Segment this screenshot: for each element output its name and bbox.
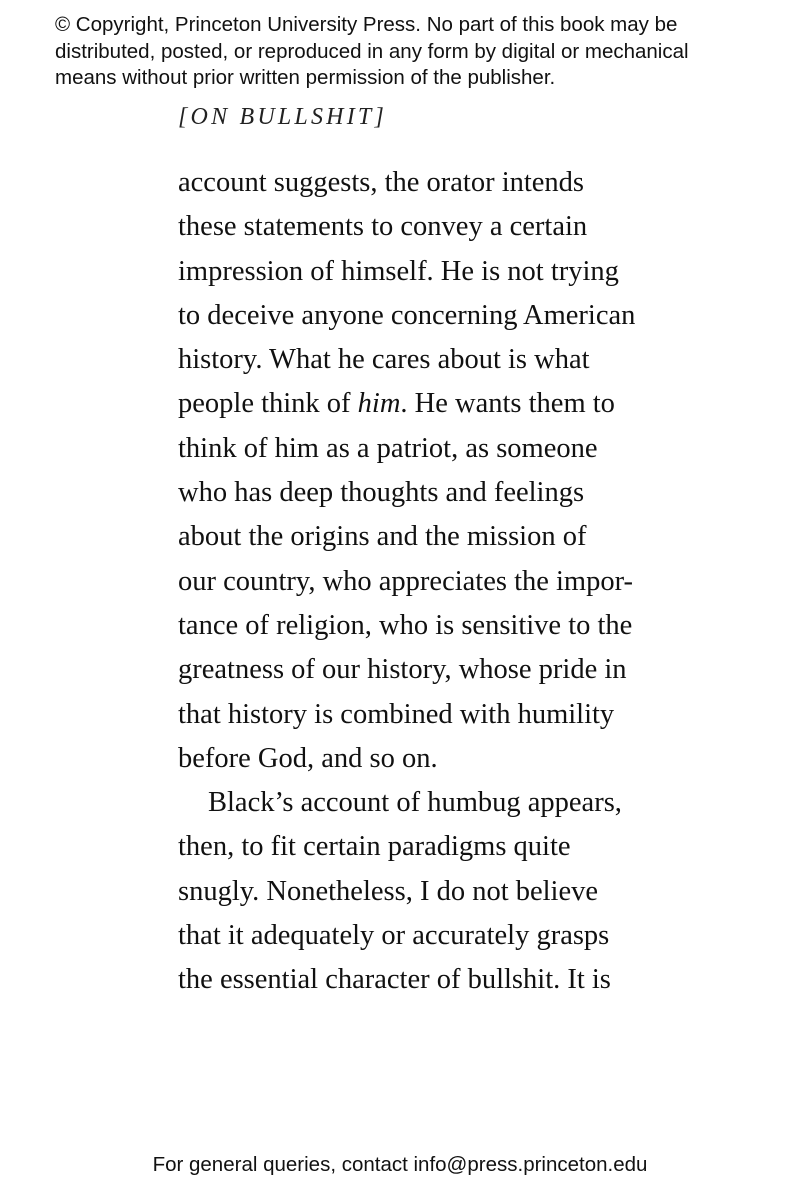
text-line: our country, who appreciates the impor-	[178, 565, 634, 597]
text-run: . He wants them to	[400, 388, 615, 420]
text-line	[178, 382, 698, 426]
copyright-line: means without prior written permission of the publisher.	[55, 66, 556, 89]
text-line: these statements to convey a certain	[178, 211, 588, 243]
contact-footer: For general queries, contact info@press.princeton.edu	[152, 1153, 648, 1176]
text-line: that it adequately or accurately grasps	[178, 920, 610, 952]
text-line: who has deep thoughts and feelings	[178, 477, 585, 509]
text-line: impression of himself. He is not trying	[178, 255, 619, 287]
text-line: before God, and so on.	[178, 742, 438, 774]
page-body-text	[178, 161, 698, 1003]
text-line: about the origins and the mission of	[178, 521, 587, 553]
copyright-line: distributed, posted, or reproduced in any form by digital or mechanical	[55, 39, 689, 63]
text-line: history. What he cares about is what	[178, 344, 590, 376]
text-line: account suggests, the orator intends	[178, 167, 585, 198]
text-line: think of him as a patriot, as someone	[178, 432, 598, 464]
text-line: greatness of our history, whose pride in	[178, 654, 627, 686]
text-line: to deceive anyone concerning American	[178, 299, 636, 331]
running-head: [ON BULLSHIT]	[178, 104, 387, 130]
text-line: the essential character of bullshit. It is	[178, 964, 611, 996]
text-run: people think of	[178, 388, 358, 420]
emphasized-word: him	[357, 388, 401, 420]
copyright-line: © Copyright, Princeton University Press. No part of this book may be	[55, 13, 678, 36]
copyright-notice	[55, 12, 775, 92]
text-line: that history is combined with humility	[178, 698, 615, 730]
text-line: snugly. Nonetheless, I do not believe	[178, 875, 599, 907]
paragraph-start-line: Black’s account of humbug appears,	[208, 787, 622, 819]
text-line: tance of religion, who is sensitive to the	[178, 609, 633, 641]
text-line: then, to fit certain paradigms quite	[178, 831, 571, 863]
